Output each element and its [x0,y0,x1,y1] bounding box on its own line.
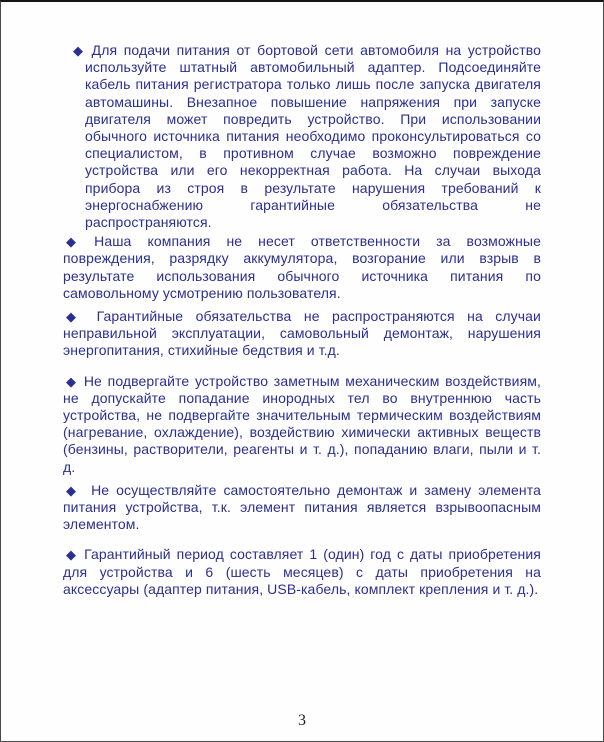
paragraph-text: Гарантийный период составляет 1 (один) год с даты приобретения для устройства и 6 (шесть месяцев) с даты приобретения на аксессуары (адаптер питания, USB-кабель, комплект крепления и т. д.). [63,546,541,597]
diamond-bullet-icon: ◆ [66,234,89,250]
diamond-bullet-icon: ◆ [73,43,86,58]
diamond-bullet-icon: ◆ [66,547,79,563]
paragraph-text: Для подачи питания от бортовой сети автомобиля на устройство используйте штатный автомобильный адаптер. Подсоединяйте кабель питания регистратора только лишь после запуска двигателя автомашины. Внезапное повышение напряжения при запуске двигателя может повредить устройство. При использовании обычного источника питания необходимо проконсультироваться со специалистом, в противном случае возможно повреждение устройства или его некорректная работа. На случаи выхода прибора из строя в результате нарушения требований к энергоснабжению гарантийные обязательства не распространяются. [85,42,541,231]
paragraph-text: Не осуществляйте самостоятельно демонтаж и замену элемента питания устройства, т.к. элемент питания является взрывоопасным элементом. [63,481,541,533]
paragraph-battery-warning [63,482,541,534]
paragraph-text: Не подвергайте устройство заметным механическим воздействиям, не допускайте попадание инородных тел во внутреннюю часть устройства, не подвергайте значительным термическим воздействиям (нагревание, охлаждение), воздействию химически активных веществ (бензины, растворители, реагенты и т. д.), попаданию влаги, пыли и т. д. [63,372,541,475]
paragraph-power-supply [63,42,541,231]
paragraph-mechanical-impact [63,373,541,476]
paragraph-text: Наша компания не несет ответственности за возможные повреждения, разрядку аккумулятора, возгорание или взрыв в результате использования обычного источника питания по самовольному усмотрению пользователя. [63,233,541,301]
page-number: 3 [298,712,306,729]
paragraph-text: Гарантийные обязательства не распространяются на случаи неправильной эксплуатации, самовольный демонтаж, нарушения энергопитания, стихийные бедствия и т.д. [63,308,541,359]
paragraph-warranty-period [63,546,541,598]
page-content [63,42,541,598]
paragraph-warranty-exclusions [63,308,541,360]
diamond-bullet-icon: ◆ [66,482,80,498]
diamond-bullet-icon: ◆ [66,373,78,389]
diamond-bullet-icon: ◆ [66,309,85,325]
paragraph-company-liability [63,233,541,302]
